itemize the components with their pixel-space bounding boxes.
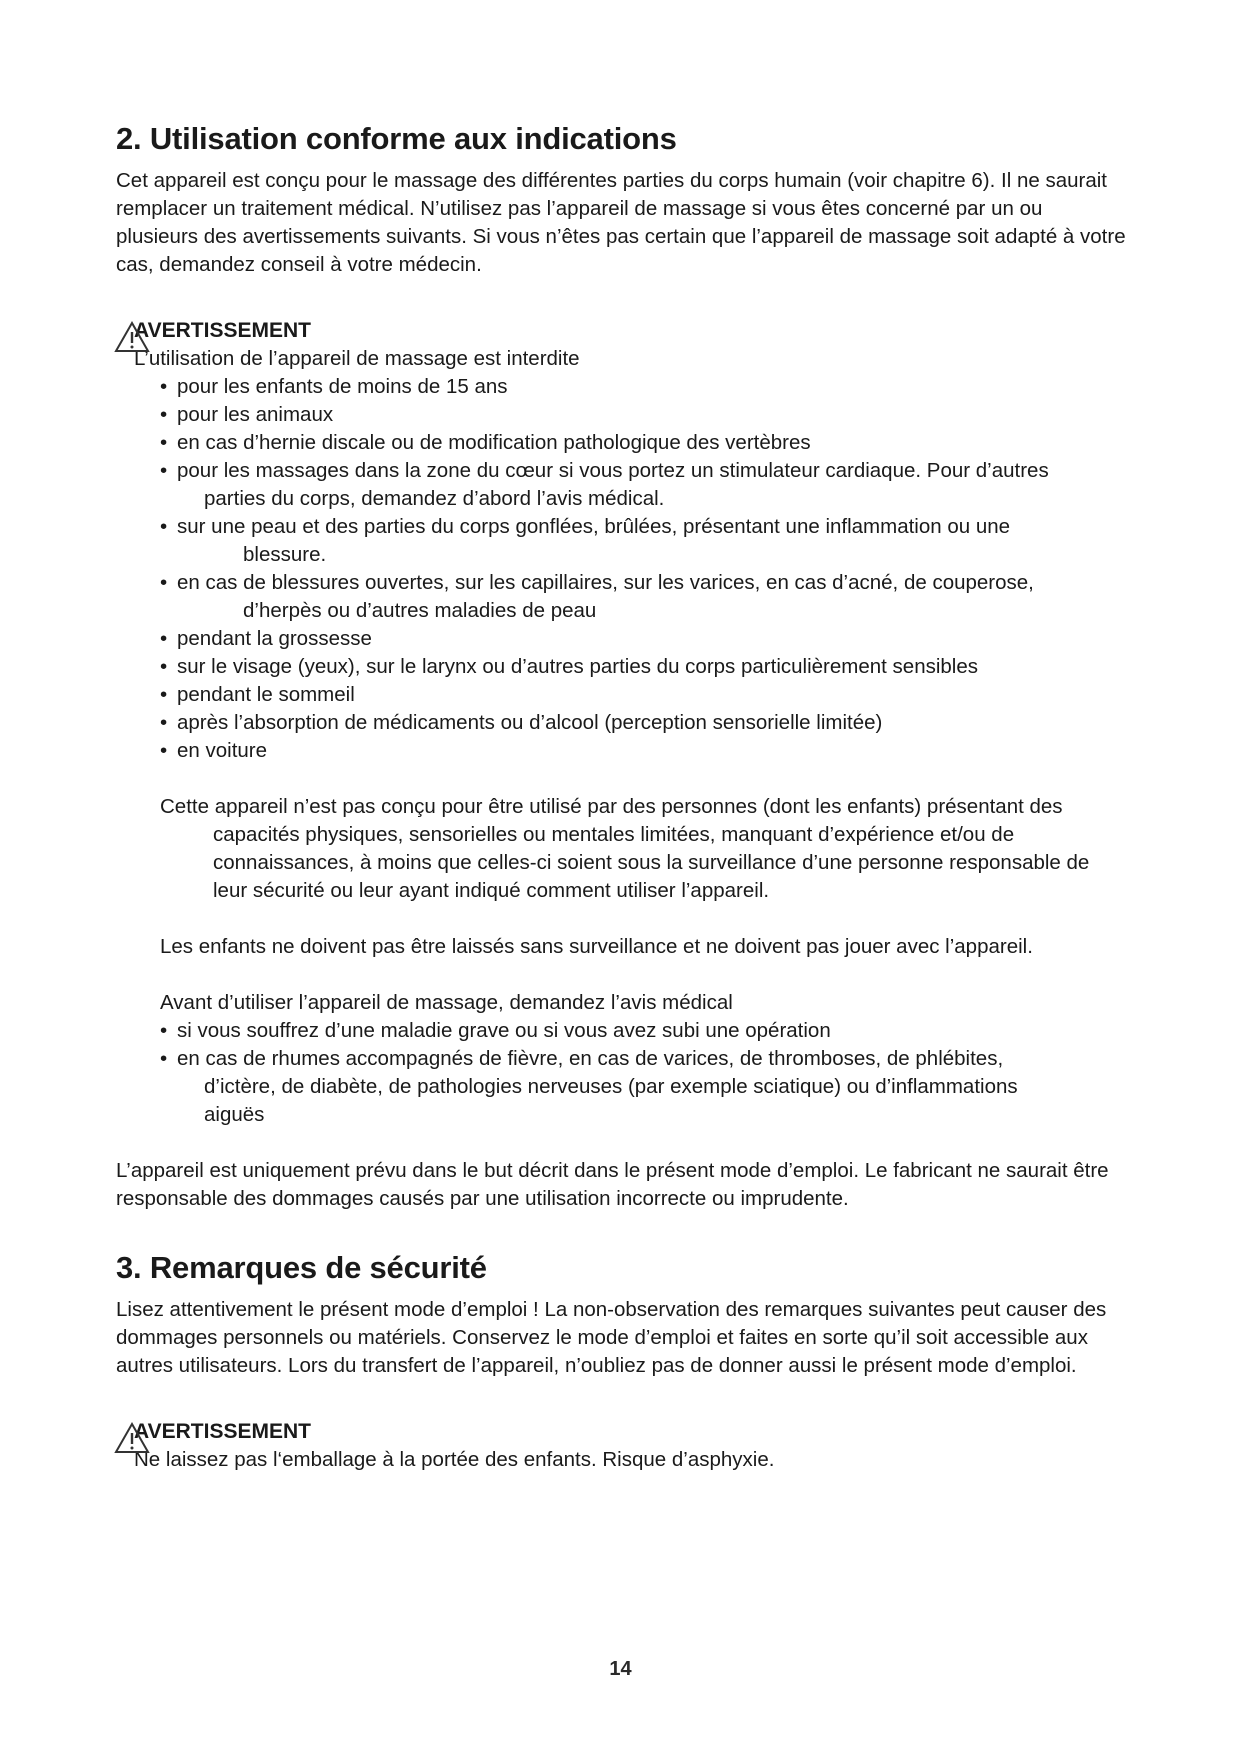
section-3-title: 3. Remarques de sécurité — [116, 1250, 487, 1286]
list-item: • pour les animaux — [160, 403, 334, 427]
section-2-closing: L’appareil est uniquement prévu dans le but décrit dans le présent mode d’emploi. Le fabricant ne saurait être responsable des dommages causés par une utilisation incorrecte ou imprudente. — [116, 1159, 1109, 1211]
medical-lead: Avant d’utiliser l’appareil de massage, demandez l’avis médical — [160, 991, 733, 1015]
section-2-title: 2. Utilisation conforme aux indications — [116, 121, 677, 156]
list-item: • si vous souffrez d’une maladie grave ou si vous avez subi une opération — [160, 1019, 831, 1043]
section-3-intro: Lisez attentivement le présent mode d’emploi ! La non-observation des remarques suivantes peut causer des dommages personnels ou matériels. Conservez le mode d’emploi et faites en sorte qu’il soit accessible aux autres utilisateurs. Lors du transfert de l’appareil, n’oubliez pas de donner aussi le présent mode d’emploi. — [116, 1298, 1107, 1378]
capacity-note: Cette appareil n’est pas conçu pour être utilisé par des personnes (dont les enfants) présentant des capacités physiques, sensorielles ou mentales limitées, manquant d’expérience et/ou de connaissances, à moins que celles-ci soient sous la surveillance d’une personne responsable de leur sécurité ou leur ayant indiqué comment utiliser l’appareil. — [160, 795, 1090, 903]
warning-triangle-icon — [114, 321, 150, 353]
warning-block-packaging — [116, 1418, 1126, 1474]
warning-text: Ne laissez pas l‘emballage à la portée des enfants. Risque d’asphyxie. — [134, 1448, 775, 1472]
list-item: • en cas d’hernie discale ou de modification pathologique des vertèbres — [160, 431, 811, 455]
list-item: • pendant la grossesse — [160, 627, 372, 651]
section-2-intro: Cet appareil est conçu pour le massage des différentes parties du corps humain (voir chapitre 6). Il ne saurait remplacer un traitement médical. N’utilisez pas l’appareil de massage si vous êtes concerné par un ou plusieurs des avertissements suivants. Si vous n’êtes pas certain que l’appareil de massage soit adapté à votre cas, demandez conseil à votre médecin. — [116, 169, 1126, 277]
children-note: Les enfants ne doivent pas être laissés sans surveillance et ne doivent pas jouer avec l’appareil. — [160, 935, 1033, 959]
list-item: • en cas de blessures ouvertes, sur les capillaires, sur les varices, en cas d’acné, de couperose, d’herpès ou d’autres maladies de peau — [160, 571, 1034, 623]
list-item: • pour les massages dans la zone du cœur si vous portez un stimulateur cardiaque. Pour d’autres parties du corps, demandez d’abord l’avis médical. — [160, 459, 1049, 511]
prohibition-list — [134, 373, 1126, 765]
warning-block-usage — [116, 317, 1126, 1129]
list-item: • en cas de rhumes accompagnés de fièvre, en cas de varices, de thromboses, de phlébites, d’ictère, de diabète, de pathologies nerveuses (par exemple sciatique) ou d’inflammations aiguës — [160, 1047, 1018, 1127]
medical-list — [134, 1017, 1126, 1129]
document-page — [116, 120, 1126, 1474]
list-item: • pour les enfants de moins de 15 ans — [160, 375, 508, 399]
list-item: • sur le visage (yeux), sur le larynx ou d’autres parties du corps particulièrement sensibles — [160, 655, 979, 679]
section-3 — [116, 1249, 1126, 1474]
warning-triangle-icon — [114, 1422, 150, 1454]
list-item: • pendant le sommeil — [160, 683, 355, 707]
list-item: • sur une peau et des parties du corps gonflées, brûlées, présentant une inflammation ou une blessure. — [160, 515, 1011, 567]
warning-title: AVERTISSEMENT — [134, 1420, 311, 1444]
list-item: • en voiture — [160, 739, 268, 763]
warning-title: AVERTISSEMENT — [134, 319, 311, 343]
page-number: 14 — [609, 1658, 632, 1680]
list-item: • après l’absorption de médicaments ou d’alcool (perception sensorielle limitée) — [160, 711, 883, 735]
warning-lead: L’utilisation de l’appareil de massage est interdite — [134, 347, 580, 371]
